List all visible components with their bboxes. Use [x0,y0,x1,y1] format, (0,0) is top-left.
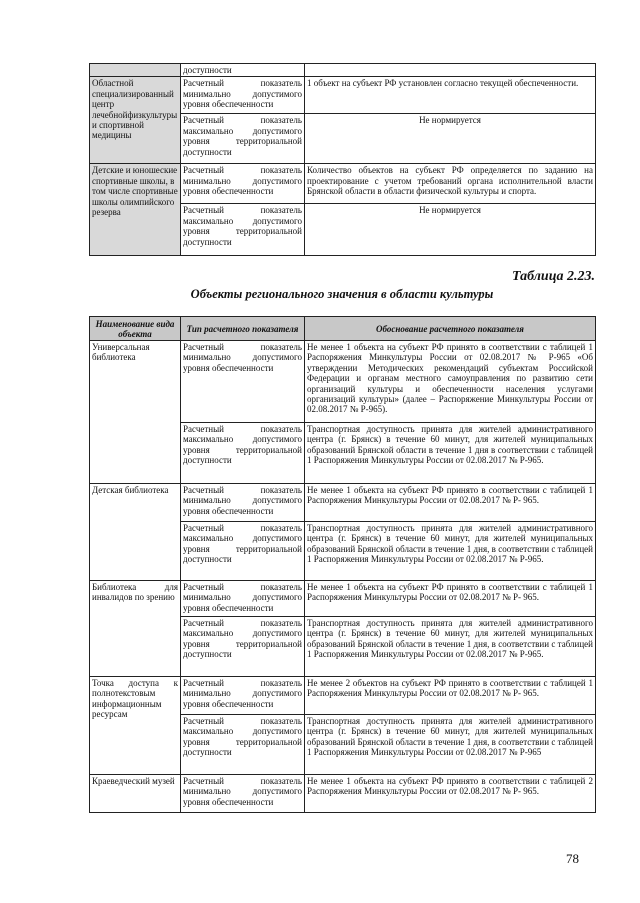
table-row [90,775,596,813]
table-cell-name: Детские и юношеские спортивные школы, в том числе спортивные школы олимпийского резерва [90,164,181,256]
table-row [90,164,596,204]
table-cell-name: Детская библиотека [90,484,181,581]
table-cell-name: Универсальная библиотека [90,341,181,484]
table-cell-basis: Не менее 1 объекта на субъект РФ принято в соответствии с таблицей 1 Распоряжения Минкультуры России от 02.08.2017 № Р-965 «Об утверждении Методических рекомендаций субъектам Российской Федерации и органам местного самоуправления по развитию сети организаций культуры и обеспеченности населения услугами организаций культуры» (далее – Распоряжение Минкультуры России от 02.08.2017 № Р-965). [305,341,596,423]
table-cell-type: Расчетный показатель максимально допустимого уровня территориальной доступности [181,114,305,164]
table-cell-basis: Транспортная доступность принята для жителей административного центра (г. Брянск) в течение 60 минут, для жителей муниципальных образований Брянской области в течение 1 дня, в соответствии с таблицей 1 Распоряжения Минкультуры России от 02.08.2017 № Р-965 [305,715,596,775]
table-cell-basis: Транспортная доступность принята для жителей административного центра (г. Брянск) в течение 60 минут, для жителей муниципальных образований Брянской области в течение 1 дня в соответствии с таблицей 1 Распоряжения Минкультуры России от 02.08.2017 № Р-965. [305,423,596,484]
culture-objects-table [89,316,596,813]
table-cell-type: Расчетный показатель минимально допустимого уровня обеспеченности [181,775,305,813]
table-cell-basis: Транспортная доступность принята для жителей административного центра (г. Брянск) в течение 60 минут, для жителей муниципальных образований Брянской области в течение 1 дня, в соответствии с таблицей 1 Распоряжения Минкультуры России от 02.08.2017 № Р-965. [305,617,596,677]
table-cell-name [90,64,181,77]
table-row [90,581,596,617]
table-cell-name: Библиотека для инвалидов по зрению [90,581,181,677]
table-row [90,341,596,423]
table-cell-type: Расчетный показатель максимально допустимого уровня территориальной доступности [181,423,305,484]
table-row [90,64,596,77]
table-cell-type: Расчетный показатель максимально допустимого уровня территориальной доступности [181,204,305,256]
table-number: Таблица 2.23. [512,269,595,284]
table-cell-basis: Количество объектов на субъект РФ определяется по заданию на проектирование с учетом требований органа исполнительной власти Брянской области в области физической культуры и спорта. [305,164,596,204]
table-cell-name: Краеведческий музей [90,775,181,813]
table-cell-basis: Не менее 1 объекта на субъект РФ принято в соответствии с таблицей 2 Распоряжения Минкультуры России от 02.08.2017 № Р- 965. [305,775,596,813]
table-cell-name: Точка доступа к полнотекстовым информационным ресурсам [90,677,181,775]
table-cell-basis: Транспортная доступность принята для жителей административного центра (г. Брянск) в течение 60 минут, для жителей муниципальных образований Брянской области в течение 1 дня, в соответствии с таблицей 1 Распоряжения Минкультуры России от 02.08.2017 № Р-965. [305,522,596,581]
header-type: Тип расчетного показателя [181,317,305,341]
table-cell-type: Расчетный показатель максимально допустимого уровня территориальной доступности [181,617,305,677]
table-cell-type: Расчетный показатель минимально допустимого уровня обеспеченности [181,164,305,204]
header-basis: Обоснование расчетного показателя [305,317,596,341]
continuation-table [89,63,596,256]
header-name: Наименование вида объекта [90,317,181,341]
table-cell-type: Расчетный показатель максимально допустимого уровня территориальной доступности [181,715,305,775]
table-cell-type: Расчетный показатель минимально допустимого уровня обеспеченности [181,341,305,423]
table-header-row [90,317,596,341]
table-row [90,484,596,522]
table-cell-type: Расчетный показатель минимально допустимого уровня обеспеченности [181,677,305,715]
table-row [90,77,596,114]
table-cell-basis: Не менее 2 объектов на субъект РФ принято в соответствии с таблицей 1 Распоряжения Минкультуры России от 02.08.2017 № Р- 965. [305,677,596,715]
table-cell-type: доступности [181,64,305,77]
table-cell-basis: 1 объект на субъект РФ установлен согласно текущей обеспеченности. [305,77,596,114]
table-cell-type: Расчетный показатель минимально допустимого уровня обеспеченности [181,581,305,617]
table-cell-type: Расчетный показатель минимально допустимого уровня обеспеченности [181,484,305,522]
table-cell-type: Расчетный показатель максимально допустимого уровня территориальной доступности [181,522,305,581]
table-cell-name: Областной специализированный центр лечебнойфизкультуры и спортивной медицины [90,77,181,164]
table-cell-type: Расчетный показатель минимально допустимого уровня обеспеченности [181,77,305,114]
table-cell-basis: Не менее 1 объекта на субъект РФ принято в соответствии с таблицей 1 Распоряжения Минкультуры России от 02.08.2017 № Р- 965. [305,581,596,617]
table-cell-basis: Не нормируется [305,114,596,164]
table-cell-basis [305,64,596,77]
table-cell-basis: Не менее 1 объекта на субъект РФ принято в соответствии с таблицей 1 Распоряжения Минкультуры России от 02.08.2017 № Р- 965. [305,484,596,522]
table-row [90,677,596,715]
table-cell-basis: Не нормируется [305,204,596,256]
table-title: Объекты регионального значения в области культуры [190,287,494,301]
page-number: 78 [566,851,579,866]
